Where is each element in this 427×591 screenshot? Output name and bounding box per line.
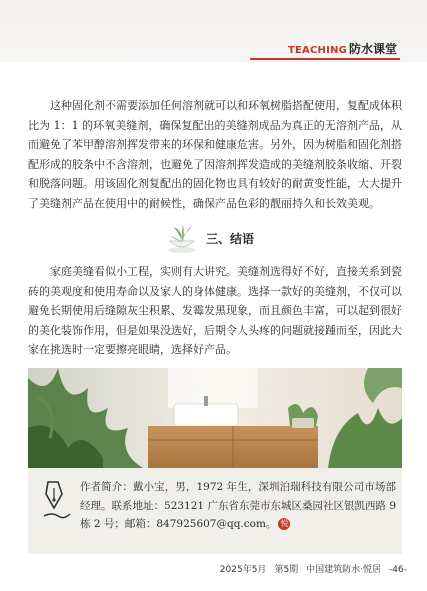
author-bio-content: 作者简介：戴小宝，男，1972 年生，深圳泊瑞科技有限公司市场部经理。联系地址：523121 广东省东莞市东城区桑园社区银凯西路 9 栋 2 号；邮箱：847925607@qq.com。 [80, 481, 396, 530]
column-title-zh: 防水课堂 [348, 42, 397, 56]
bathroom-illustration [28, 368, 402, 468]
bathroom-photo [28, 368, 402, 468]
footer-page-number: -46- [389, 565, 407, 575]
yue-badge: 悦 [280, 519, 289, 528]
pen-icon [42, 478, 72, 522]
footer-issue: 第5期 [274, 565, 299, 575]
header-rule [250, 58, 400, 60]
section-heading [164, 221, 254, 255]
body-paragraph-2: 家庭美缝看似小工程，实则有大讲究。美缝剂选得好不好，直接关系到瓷砖的美观度和使用寿命以及家人的身体健康。选择一款好的美缝剂，不仅可以避免长期使用后缝隙灰尘积累、发霉发黑现象，而且颜色丰富，可以起到很好的美化装饰作用，但是如果没选好，后期令人头疼的问题就接踵而至，因此大家在挑选时一定要擦亮眼睛，选择好产品。 [28, 265, 402, 357]
column-title-en: TEACHING [287, 45, 347, 56]
author-bio-text [80, 478, 396, 534]
page-footer [220, 562, 407, 575]
body-paragraph-1: 这种固化剂不需要添加任何溶剂就可以和环氧树脂搭配使用，复配成体积比为 1：1 的环氧美缝剂，确保复配出的美缝剂成品为真正的无溶剂产品，从而避免了苯甲醇溶剂挥发带来的环保和健康危害。另外，因为树脂和固化剂搭配形成的胶条中不含溶剂，也避免了因溶剂挥发造成的美缝剂胶条收缩、开裂和脱落问题。用该固化剂复配出的固化物也具有较好的耐黄变性能，大大提升了美缝剂产品在使用中的耐候性，确保产品色彩的靓丽持久和长效美观。 [28, 99, 402, 210]
author-bio-box [28, 468, 402, 554]
footer-date: 2025年5月 [219, 565, 267, 575]
column-title [288, 38, 397, 57]
plant-bowl-icon [164, 221, 200, 255]
section-heading-text: 三、结语 [206, 231, 255, 246]
footer-magazine: 中国建筑防水·悦居 [306, 565, 382, 575]
